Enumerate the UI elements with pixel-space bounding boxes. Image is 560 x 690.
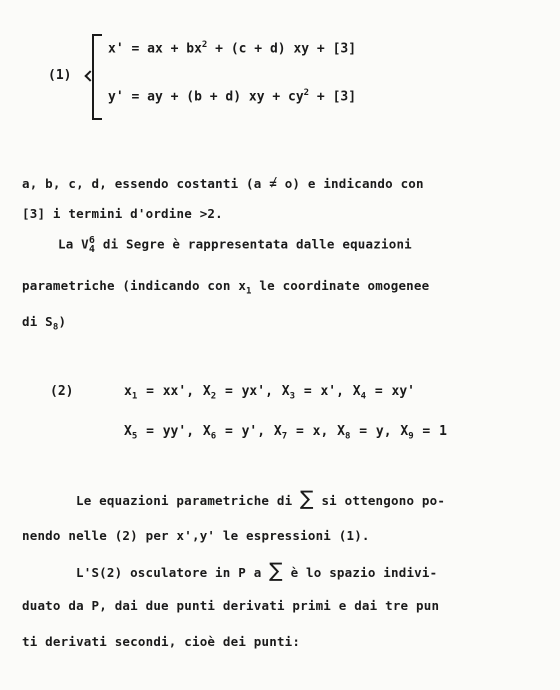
p2-line3-a: di S (22, 314, 53, 329)
sigma-symbol: ∑ (269, 558, 283, 582)
eq1-line1-lhs: x' = ax + bx (108, 41, 202, 57)
paragraph-1-line-2: [3] i termini d'ordine >2. (22, 206, 223, 221)
paragraph-2-line-2 (22, 278, 429, 297)
not-equal-sign: = / (269, 176, 277, 191)
eq2-term-x2: $X_2 = yx'$, (202, 384, 273, 402)
eq2-term-x1: $x_1 = xx'$, (124, 384, 195, 402)
p1-line1-a: a, b, c, d, essendo costanti (a (22, 176, 270, 191)
equation-1-label: (1) (48, 68, 72, 83)
p2-line2-a: parametriche (indicando con x (22, 278, 247, 293)
equation-1-line-2 (108, 88, 356, 104)
x-subscript: 1 (246, 286, 252, 297)
p2-line3-b: ) (58, 314, 67, 329)
eq2-term-x3: $X_3 = x'$, (281, 384, 344, 402)
eq1-line1-rest: + (c + d) xy + [3] (215, 41, 357, 57)
eq2-term-x7: $X_7 = x$, (273, 424, 329, 442)
sigma-symbol: ∑ (300, 486, 314, 510)
paragraph-3-line-1 (76, 486, 446, 510)
eq1-line1-exponent: 2 (201, 40, 208, 50)
eq2-term-x4: $X_4 = xy'$ (352, 384, 416, 402)
equation-2-label: (2) (50, 384, 74, 399)
paragraph-4-line-3: ti derivati secondi, cioè dei punti: (22, 634, 301, 649)
p2-line1-b: di Segre è rappresentata dalle equazioni (95, 236, 412, 252)
s-subscript: 8 (52, 322, 59, 333)
paragraph-2-line-3 (22, 314, 66, 333)
paragraph-4-line-1 (76, 558, 438, 582)
equation-2-row-1 (124, 384, 415, 402)
eq2-term-x5: $X_5 = yy'$, (124, 424, 195, 442)
v-superscript: 6 (88, 235, 96, 246)
p2-line2-b: le coordinate omogenee (251, 278, 430, 293)
p3-line1-a: Le equazioni parametriche di (76, 493, 301, 508)
eq2-term-x8: $X_8 = y$, (337, 424, 392, 442)
eq2-term-x6: $X_6 = y'$, (202, 424, 266, 442)
p3-line1-b: si ottengono po- (313, 493, 446, 508)
eq1-line2-lhs: y' = ay + (b + d) xy + cy (108, 89, 304, 105)
p4-line1-a: L'S(2) osculatore in P a (76, 565, 270, 580)
p1-line1-b: o) e indicando con (276, 176, 424, 191)
equation-1-line-1 (108, 40, 356, 56)
paragraph-1-line-1 (22, 176, 424, 191)
p2-line1-a: La V (58, 236, 89, 252)
v-subscript: 4 (88, 244, 96, 255)
eq2-term-x9: $X_9 = 1$ (400, 424, 447, 442)
equation-2-row-2 (124, 424, 447, 442)
eq1-line2-exponent: 2 (303, 88, 310, 98)
eq1-line2-rest: + [3] (316, 89, 357, 105)
paragraph-4-line-2: duato da P, dai due punti derivati primi e dai tre pun (22, 598, 440, 613)
paragraph-3-line-2: nendo nelle (2) per x',y' le espressioni (1). (22, 528, 370, 543)
p4-line1-b: è lo spazio indivi- (282, 565, 438, 580)
paragraph-2-line-1 (58, 236, 412, 254)
